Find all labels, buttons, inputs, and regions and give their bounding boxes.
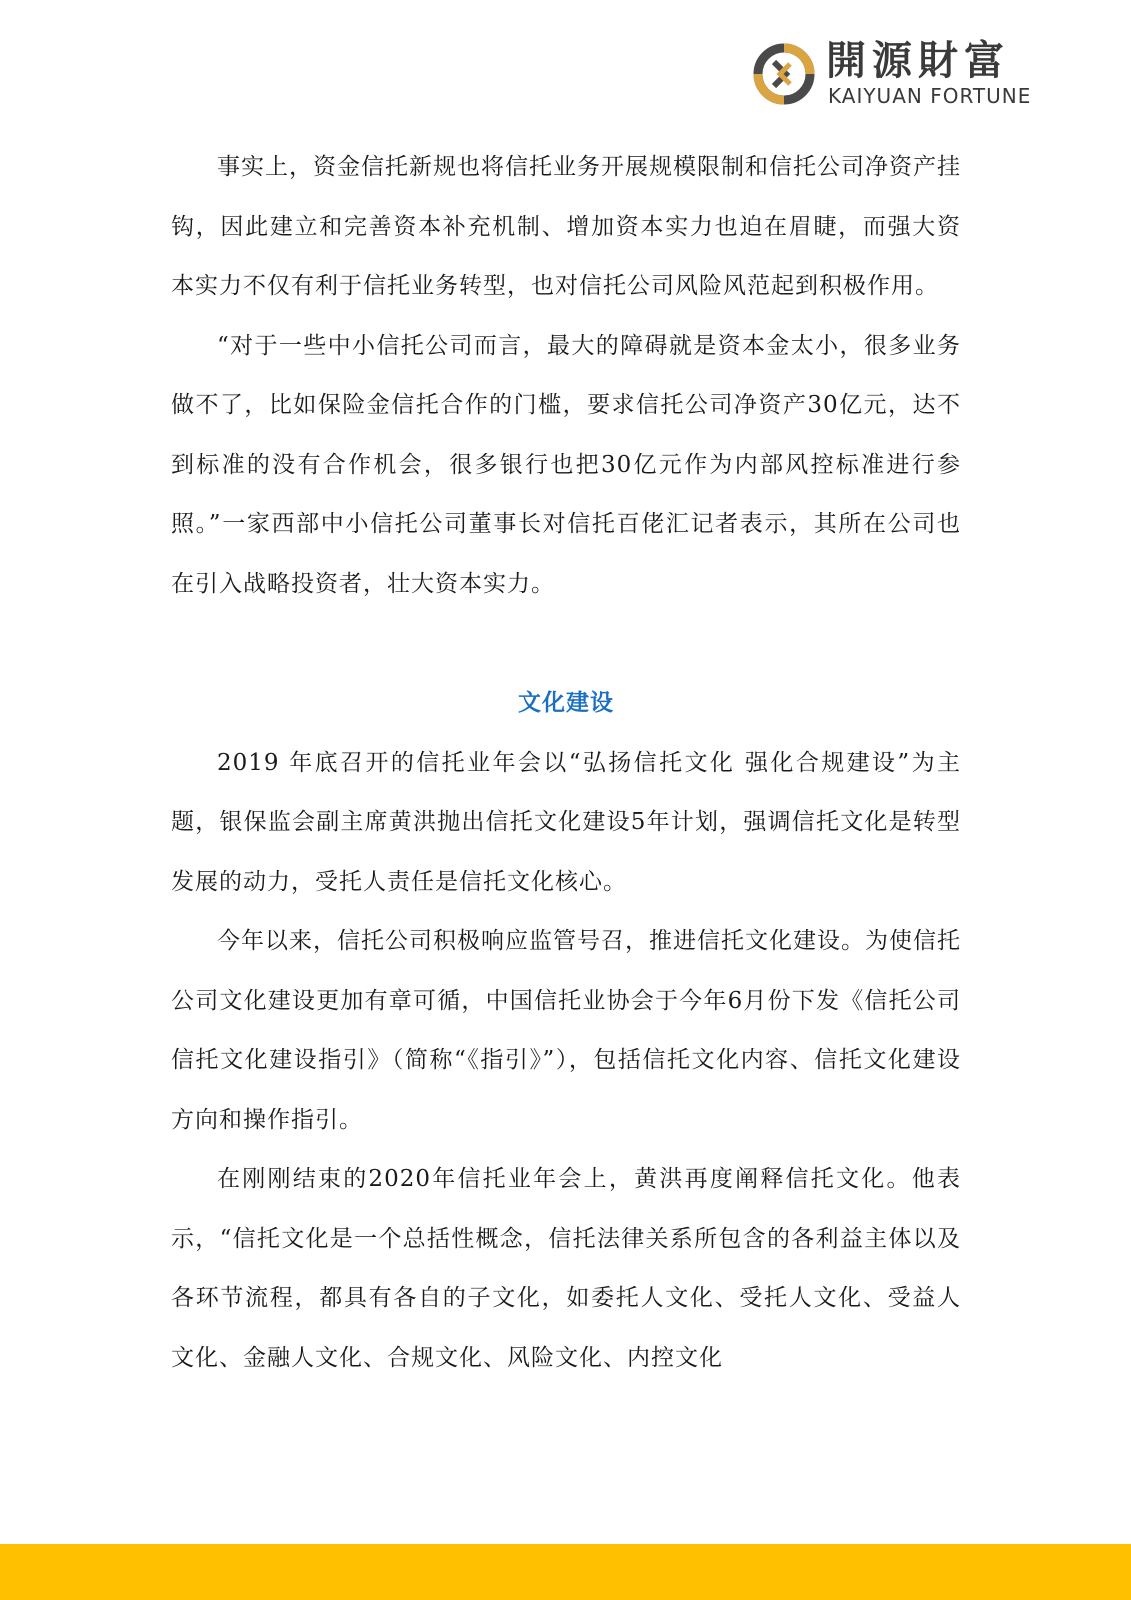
kaiyuan-fortune-logo — [752, 38, 1052, 110]
footer-bar — [0, 1544, 1131, 1600]
logo-chinese-name: 開源財富 — [826, 38, 1010, 84]
section-title: 文化建设 — [518, 690, 614, 716]
paragraph: 在刚刚结束的2020年信托业年会上，黄洪再度阐释信托文化。他表示，“信托文化是一个总括性概念，信托法律关系所包含的各利益主体以及各环节流程，都具有各自的子文化，如委托人文化、受托人文化、受益人文化、金融人文化、合规文化、风险文化、内控文化 — [171, 1166, 961, 1371]
logo-english-name: KAIYUAN FORTUNE — [828, 84, 1032, 108]
paragraph: 2019 年底召开的信托业年会以“弘扬信托文化 强化合规建设”为主题，银保监会副主席黄洪抛出信托文化建设5年计划，强调信托文化是转型发展的动力，受托人责任是信托文化核心。 — [171, 749, 961, 895]
paragraph: “对于一些中小信托公司而言，最大的障碍就是资本金太小，很多业务做不了，比如保险金信托合作的门槛，要求信托公司净资产30亿元，达不到标准的没有合作机会，很多银行也把30亿元作为内部风控标准进行参照。”一家西部中小信托公司董事长对信托百佬汇记者表示，其所在公司也在引入战略投资者，壮大资本实力。 — [171, 332, 961, 597]
paragraph: 事实上，资金信托新规也将信托业务开展规模限制和信托公司净资产挂钩，因此建立和完善资本补充机制、增加资本实力也迫在眉睫，而强大资本实力不仅有利于信托业务转型，也对信托公司风险风范起到积极作用。 — [171, 154, 961, 299]
kaiyuan-ring-logo-icon — [752, 42, 816, 106]
paragraph: 今年以来，信托公司积极响应监管号召，推进信托文化建设。为使信托公司文化建设更加有章可循，中国信托业协会于今年6月份下发《信托公司信托文化建设指引》（简称“《指引》”），包括信托文化内容、信托文化建设方向和操作指引。 — [171, 928, 961, 1133]
article-body — [171, 138, 961, 1388]
